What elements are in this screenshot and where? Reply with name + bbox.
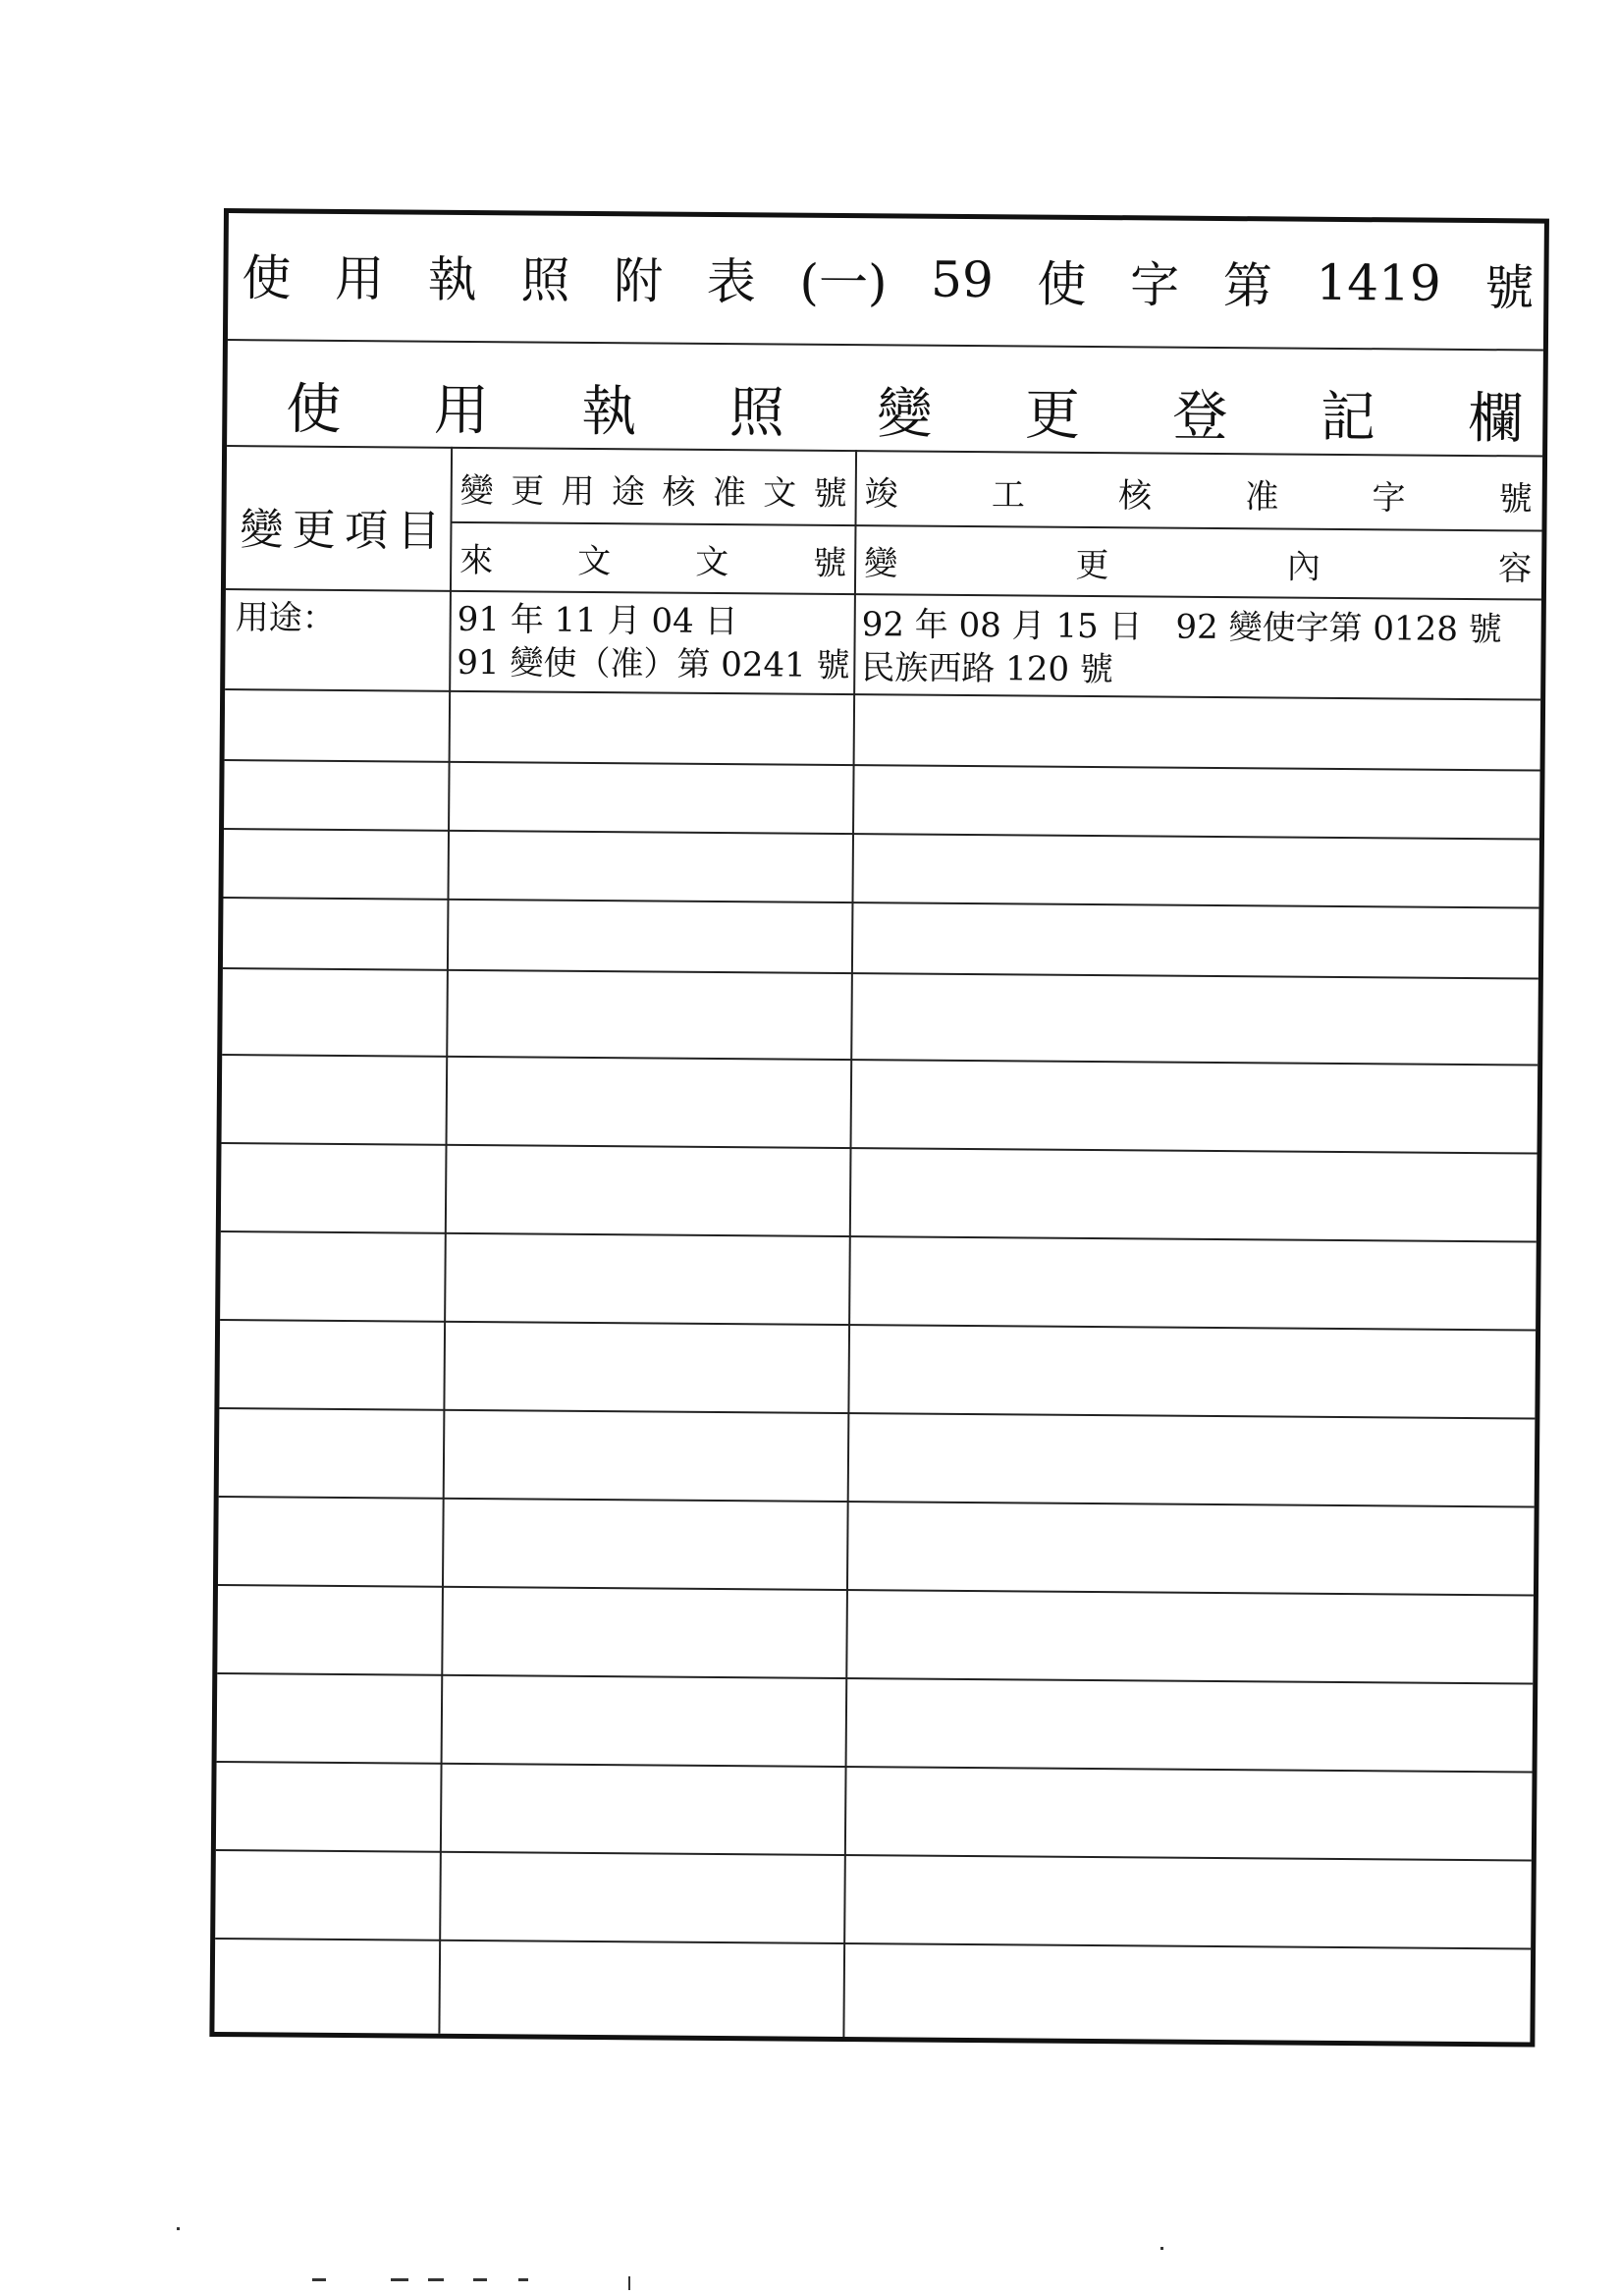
form-title	[242, 233, 1535, 325]
banner-char: 執	[581, 379, 637, 445]
scan-speck	[391, 2278, 408, 2281]
row-divider	[220, 1319, 1536, 1332]
column-divider-1	[438, 447, 453, 2034]
banner-char: 照	[728, 381, 785, 446]
header-char: 准	[712, 472, 747, 513]
row-divider	[221, 1230, 1537, 1243]
banner-char: 記	[1320, 385, 1376, 451]
incoming-doc-no-header	[459, 525, 846, 591]
header-char: 途	[611, 471, 646, 512]
header-char: 更	[1075, 545, 1109, 585]
header-char: 內	[1286, 547, 1321, 587]
header-char: 變	[864, 543, 898, 583]
header-char: 來	[459, 540, 494, 580]
row-divider	[225, 759, 1540, 772]
scan-speck	[428, 2278, 444, 2281]
row-divider	[216, 1849, 1532, 1862]
title-char: 使	[1037, 255, 1087, 313]
header-char: 文	[695, 542, 729, 582]
header-char: 容	[1497, 548, 1533, 588]
row-divider	[223, 897, 1538, 909]
completion-approval-no-header	[865, 458, 1533, 527]
header-char: 准	[1245, 476, 1279, 517]
title-char: 照	[520, 251, 570, 309]
title-char: 第	[1222, 256, 1272, 315]
row-divider	[222, 1142, 1537, 1155]
row-divider	[224, 828, 1539, 841]
row-divider	[218, 1584, 1534, 1597]
doc-no-cell: 91 變使（准）第 0241 號	[457, 642, 850, 686]
header-char: 更	[292, 505, 336, 556]
header-char: 字	[1372, 477, 1406, 518]
header-char: 核	[1117, 475, 1153, 516]
header-char: 用	[561, 471, 595, 512]
title-divider	[228, 339, 1543, 352]
row-divider	[219, 1496, 1535, 1508]
form-frame	[209, 208, 1549, 2048]
header-char: 號	[813, 473, 847, 514]
title-char: 附	[613, 252, 664, 310]
row-divider	[217, 1761, 1533, 1774]
header-char: 工	[991, 474, 1026, 515]
header-char: 變	[459, 470, 494, 511]
header-char: 文	[577, 541, 612, 581]
scan-speck	[312, 2278, 326, 2281]
header-char: 項	[344, 505, 389, 557]
header-char: 核	[662, 472, 696, 513]
scan-speck	[628, 2276, 630, 2290]
header-char: 目	[397, 506, 441, 557]
row-divider	[223, 967, 1538, 980]
approval-doc-no-header	[460, 455, 848, 522]
scan-speck	[1160, 2247, 1163, 2250]
title-char: (一)	[799, 253, 888, 312]
row-divider	[219, 1407, 1535, 1420]
change-content-cell: 民族西路 120 號	[861, 648, 1114, 690]
section-banner	[286, 361, 1524, 460]
header-char: 更	[511, 470, 545, 512]
header-char: 變	[240, 505, 284, 556]
banner-char: 用	[433, 378, 490, 444]
scan-speck	[177, 2227, 180, 2230]
banner-char: 更	[1024, 383, 1081, 448]
title-char: 號	[1484, 259, 1535, 317]
row-divider	[215, 1938, 1531, 1950]
title-char: 1419	[1316, 253, 1441, 312]
scan-speck	[518, 2278, 528, 2281]
change-item-header	[232, 466, 449, 586]
row-divider	[217, 1672, 1533, 1685]
title-char: 59	[930, 250, 995, 309]
header-char: 竣	[864, 473, 898, 514]
title-char: 使	[242, 249, 292, 307]
row-divider	[222, 1054, 1537, 1066]
title-char: 表	[706, 252, 757, 311]
change-content-header	[864, 528, 1532, 596]
header-char: 號	[1498, 478, 1533, 519]
completion-approval-cell: 92 年 08 月 15 日 92 變使字第 0128 號	[861, 605, 1502, 650]
banner-char: 變	[877, 382, 933, 447]
doc-date-cell: 91 年 11 月 04 日	[457, 599, 738, 642]
title-char: 用	[334, 249, 385, 308]
change-item-cell: 用途：	[235, 598, 336, 638]
title-char: 執	[427, 250, 478, 309]
scan-speck	[473, 2278, 487, 2281]
header-char: 文	[763, 472, 797, 514]
banner-char: 欄	[1468, 386, 1524, 452]
header-char: 號	[813, 543, 847, 583]
banner-char: 使	[286, 377, 342, 442]
column-divider-2	[842, 450, 857, 2037]
row-divider	[225, 688, 1540, 701]
title-char: 字	[1129, 256, 1180, 314]
banner-char: 登	[1172, 384, 1228, 450]
